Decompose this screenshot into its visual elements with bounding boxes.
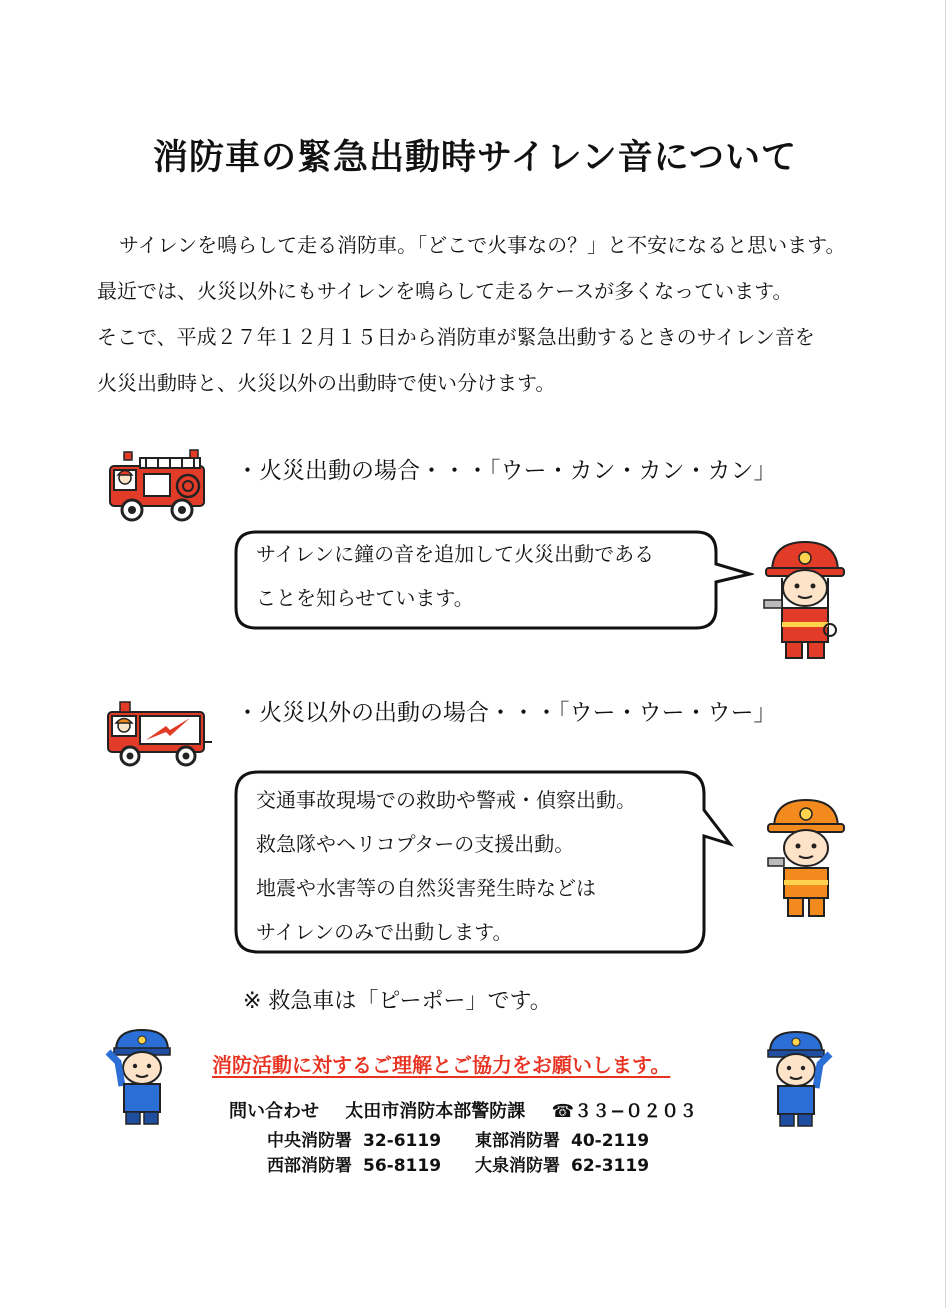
ambulance-note: ※ 救急車は「ピーポー」です。 [243,989,552,1014]
fire-bubble-line-1: サイレンに鐘の音を追加して火災出動である [256,542,655,566]
contact-label: 問い合わせ [229,1101,319,1122]
contact-dept: 太田市消防本部警防課 [345,1101,526,1122]
station-row [267,1129,649,1154]
fire-bubble-line-2: ことを知らせています。 [256,586,474,610]
station-directory [267,1129,649,1179]
station-name: 大泉消防署 [475,1156,560,1176]
firefighter-orange-icon [762,796,850,920]
police-officer-left-icon [104,1024,180,1126]
intro-line-4: 火災出動時と、火災以外の出動時で使い分けます。 [97,371,556,395]
nonfire-bubble-text [256,778,636,954]
station-name: 東部消防署 [475,1131,560,1151]
nonfire-bubble-line-4: サイレンのみで出動します。 [256,920,513,944]
intro-line-1: サイレンを鳴らして走る消防車。「どこで火事なの？」と不安になると思います。 [119,233,846,257]
station-row [267,1154,649,1179]
fire-dispatch-heading: ・火災出動の場合・・・「ウー・カン・カン・カン」 [236,458,777,484]
nonfire-bubble-line-3: 地震や水害等の自然災害発生時などは [256,876,596,900]
nonfire-bubble-line-2: 救急隊やヘリコプターの支援出動。 [256,832,575,856]
station-name: 西部消防署 [267,1156,352,1176]
police-officer-right-icon [758,1026,834,1128]
page-edge-line [945,0,946,1308]
nonfire-bubble-line-1: 交通事故現場での救助や警戒・偵察出動。 [256,788,636,812]
page-title: 消防車の緊急出動時サイレン音について [153,138,797,178]
intro-paragraph [97,222,887,406]
station-tel: 56-8119 [363,1156,442,1176]
station-tel: 32-6119 [363,1131,442,1151]
station-tel: 40-2119 [571,1131,650,1151]
rescue-truck-icon [104,696,214,768]
intro-line-2: 最近では、火災以外にもサイレンを鳴らして走るケースが多くなっています。 [97,279,793,303]
contact-phone: ☎３３−０２０３ [551,1101,698,1122]
station-name: 中央消防署 [267,1131,352,1151]
cooperation-appeal: 消防活動に対するご理解とご協力をお願いします。 [212,1053,671,1077]
contact-line [229,1097,711,1123]
nonfire-dispatch-heading: ・火災以外の出動の場合・・・「ウー・ウー・ウー」 [236,700,777,726]
fire-bubble-text [256,532,654,620]
firefighter-red-icon [760,538,850,660]
station-tel: 62-3119 [571,1156,650,1176]
intro-line-3: そこで、平成２７年１２月１５日から消防車が緊急出動するときのサイレン音を [97,325,815,349]
fire-engine-icon [104,444,212,524]
